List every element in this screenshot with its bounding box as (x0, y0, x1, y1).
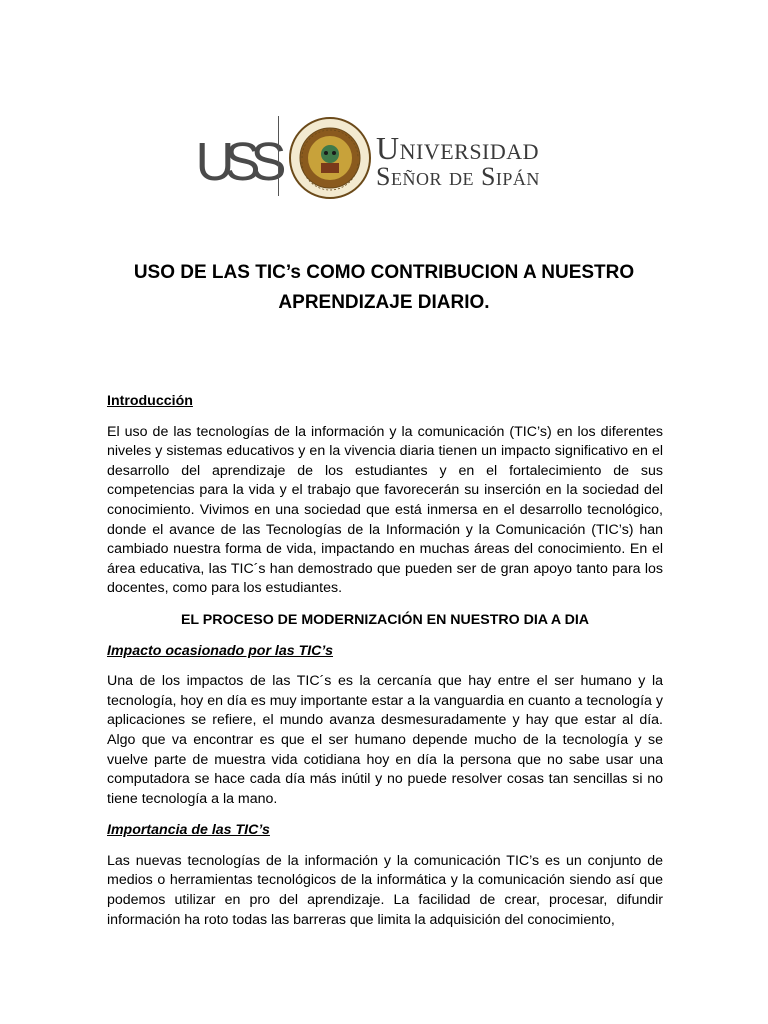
document-title (80, 258, 688, 318)
svg-text:USS: USS (195, 132, 277, 192)
intro-heading: Introducción (107, 393, 193, 409)
title-line2: APRENDIZAJE DIARIO. (278, 292, 490, 313)
university-seal-icon (288, 116, 372, 200)
impact-paragraph: Una de los impactos de las TIC´s es la cercanía que hay entre el ser humano y la tecnología, hoy en día es muy importante estar a la vanguardia en cuanto a tecnología y aplicaciones se refiere, el mundo avanza desmesuradamente y hay que estar al día. Algo que va encontrar es que el ser humano depende mucho de la tecnología y se vuelve parte de muestra vida cotidiana hoy en día la persona que no sabe usar una computadora se hace cada día más inútil y no puede resolver cosas tan sencillas si no tiene tecnología a la mano. (107, 673, 663, 807)
university-logo (195, 108, 590, 208)
importance-heading: Importancia de las TIC’s (107, 822, 270, 839)
document-body (107, 392, 663, 942)
title-line1: USO DE LAS TIC’s COMO CONTRIBUCION A NUESTRO (133, 262, 635, 283)
impact-heading: Impacto ocasionado por las TIC’s (107, 642, 334, 659)
importance-paragraph: Las nuevas tecnologías de la información y la comunicación TIC’s es un conjunto de medios o herramientas tecnológicos de la informática y la comunicación siendo así que podemos utilizar en pro del aprendizaje. La facilidad de crear, procesar, difundir información ha roto todas las barreras que limita la adquisición del conocimiento, (107, 852, 663, 928)
intro-paragraph: El uso de las tecnologías de la información y la comunicación (TIC’s) en los diferentes niveles y sistemas educativos y en la vivencia diaria tienen un impacto significativo en el desarrollo del aprendizaje de los estudiantes y en el fortalecimiento de sus competencias para la vida y el trabajo que favorecerán su inserción en la sociedad del conocimiento. Vivimos en una sociedad que está inmersa en el desarrollo tecnológico, donde el avance de las Tecnologías de la Información y la Comunicación (TIC’s) han cambiado nuestra forma de vida, impactando en muchas áreas del conocimiento. En el área educativa, las TIC´s han demostrado que pueden ser de gran apoyo tanto para los docentes, como para los estudiantes. (107, 423, 663, 597)
logo-name-line1: Universidad (376, 130, 540, 166)
logo-name-line2: Señor de Sipán (376, 162, 540, 191)
logo-divider (278, 116, 279, 196)
uss-monogram-icon (195, 124, 277, 192)
process-heading: EL PROCESO DE MODERNIZACIÓN EN NUESTRO DIA A DIA (180, 611, 590, 628)
